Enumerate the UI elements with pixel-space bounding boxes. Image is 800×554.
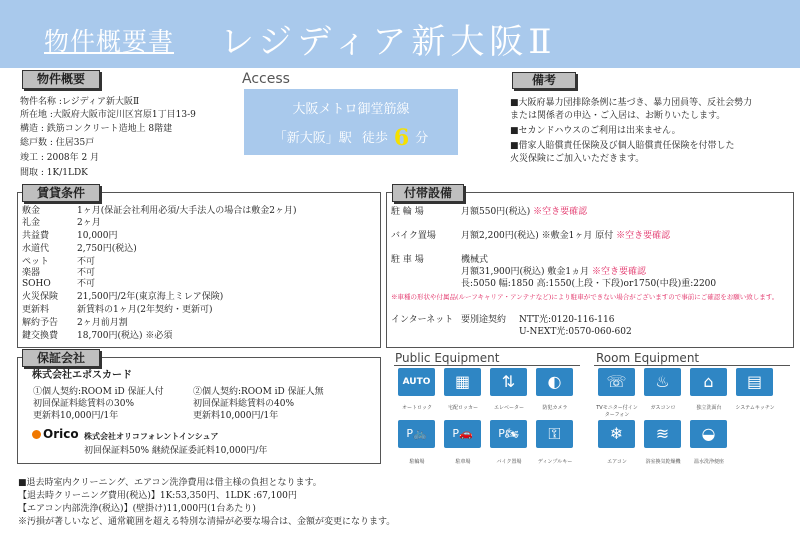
rental-header: 賃貸条件 [22,184,100,202]
plan2-renewal: 更新料10,000円/1年 [193,411,279,421]
car-parking-icon: P🚗 [444,420,481,448]
rental-key: 敷金 [22,206,41,216]
internet-value: 要別途契約 [461,315,507,325]
rental-key: 礼金 [22,218,41,228]
equipment-label: 駐車場 [455,459,471,465]
dimple-key-icon: ⚿ [536,420,573,448]
remarks-text [510,98,795,168]
parking-note: ※空き要確認 [591,267,646,277]
equipment-label: バイク置場 [496,459,522,465]
access-title: Access [242,71,290,87]
rental-value: 21,500円/2年(東京海上ミレア保険) [77,292,224,302]
footer-line: 【退去時クリーニング費用(税込)】1K:53,350円、1LDK :67,100円 [18,491,297,501]
orico-terms: 初回保証料50% 継続保証委託料10,000円/年 [84,446,268,456]
footer-line: ※汚損が著しいなど、通常範囲を超える特別な清掃が必要な場合は、金額が変更になります。 [18,517,396,527]
remarks-line: または関係者の申込・ご入居は、お断りいたします。 [510,111,726,121]
walk-label: 徒歩 [361,131,388,146]
bike-parking-label: 駐 輪 場 [391,207,424,217]
access-station [244,125,458,151]
equipment-label: 防犯カメラ [542,405,568,411]
bath-dryer-icon: ≋ [644,420,681,448]
rental-key: ペット [22,257,50,267]
remarks-header: 備考 [512,72,576,89]
equipment-label: オートロック [402,405,432,411]
parking-value: 月額31,900円(税込) 敷金1ヵ月 [461,267,590,277]
internet-unext: U-NEXT光:0570-060-602 [519,327,632,337]
rental-value: 2ヶ月前月割 [77,318,128,328]
parking-sizes: 長:5050 幅:1850 高:1550(上段・下段)or1750(中段)重:2200 [461,279,717,289]
intercom-icon: ☏ [598,368,635,396]
remarks-line: ■借家人賠償責任保険及び個人賠償責任保険を付帯した [510,141,735,151]
rental-value: 不可 [77,257,96,267]
overview-line: 構造 : 鉄筋コンクリート造地上 8階建 [20,124,173,134]
system-kitchen-icon: ▤ [736,368,773,396]
footer-line: 【エアコン内部洗浄(税込)】(壁掛け)11,000円(1台あたり) [18,504,256,514]
bike-parking-value: 月額550円(税込) [461,207,531,217]
rental-value: 2,750円(税込) [77,244,137,254]
minutes-unit: 分 [415,131,429,146]
rental-key: 楽器 [22,268,41,278]
delivery-locker-icon: ▦ [444,368,481,396]
internet-ntt: NTT光:0120-116-116 [519,315,615,325]
parking-type: 機械式 [461,255,489,265]
overview-list [20,97,240,187]
motorbike-value: 月額2,200円(税込) ※敷金1ヶ月 原付 [461,231,614,241]
plan1-title: ①個人契約:ROOM iD 保証人付 [33,387,164,397]
remarks-line: ■大阪府暴力団排除条例に基づき、暴力団員等、反社会勢力 [510,98,753,108]
rental-value: 1ヶ月(保証会社利用必須/大手法人の場合は敷金2ヶ月) [77,206,297,216]
equipment-label: 温水洗浄便座 [693,459,724,465]
overview-line: 竣工 : 2008年 2 月 [20,153,100,163]
overview-line: 物件名称 :レジディア新大阪Ⅱ [20,97,140,107]
elevator-icon: ⇅ [490,368,527,396]
parking-disclaimer: ※車種の形状や付属品(ルーフキャリア・アンテナなど)により駐車ができない場合がございますので事前にご確認をお願い致します。 [391,293,779,301]
room-equipment-title: Room Equipment [596,351,700,365]
public-equipment-title: Public Equipment [395,351,500,365]
equipment-label: ガスコンロ [650,405,676,411]
room-equipment-grid [596,368,796,472]
rental-key: 水道代 [22,244,50,254]
equipment-label: 独立洗面台 [696,405,722,411]
equipment-label: 宅配ロッカー [448,405,478,411]
equipment-label: TVモニター付インターフォン [596,405,638,418]
washstand-icon: ⌂ [690,368,727,396]
parking-label: 駐 車 場 [391,255,424,265]
internet-label: インターネット [391,315,454,325]
property-title: レジディア新大阪Ⅱ [220,22,557,62]
orico-logo-icon [32,430,41,439]
equipment-label: ディンプルキー [537,459,573,465]
motorbike-note: ※空き要確認 [616,231,671,241]
facilities-header: 付帯設備 [392,184,464,202]
bicycle-parking-icon: P🚲 [398,420,435,448]
overview-line: 所在地 :大阪府大阪市淀川区宮原1丁目13-9 [20,110,196,120]
equipment-label: エアコン [607,459,627,465]
station-name: 「新大阪」駅 [273,131,352,146]
air-conditioner-icon: ❄ [598,420,635,448]
motorbike-parking-icon: P🏍 [490,420,527,448]
rental-table [22,206,372,342]
orico-brand: Orico [43,427,79,441]
rental-value: 2ヶ月 [77,218,101,228]
plan1-rate: 初回保証料総賃料の30% [33,399,135,409]
remarks-line: ■セカンドハウスのご利用は出来ません。 [510,126,681,136]
public-equipment-grid [396,368,576,468]
overview-line: 間取 : 1K/1LDK [20,168,88,178]
plan1-renewal: 更新料10,000円/1年 [33,411,119,421]
rental-key: 解約予告 [22,318,59,328]
rental-key: 共益費 [22,231,50,241]
footer-notes [18,478,788,548]
washlet-icon: ◒ [690,420,727,448]
guarantor-header: 保証会社 [22,349,100,367]
gas-stove-icon: ♨ [644,368,681,396]
equipment-label: 駐輪場 [409,459,425,465]
motorbike-label: バイク置場 [391,231,436,241]
rental-key: 火災保険 [22,292,59,302]
rental-key: 更新料 [22,305,50,315]
overview-header: 物件概要 [22,70,100,89]
auto-lock-icon: AUTO [398,368,435,396]
rental-value: 不可 [77,279,96,289]
plan2-title: ②個人契約:ROOM iD 保証人無 [193,387,324,397]
rental-key: 鍵交換費 [22,331,59,341]
rental-value: 18,700円(税込) ※必須 [77,331,173,341]
rental-value: 不可 [77,268,96,278]
document-type-label: 物件概要書 [44,27,175,56]
remarks-line: 火災保険にご加入いただきます。 [510,154,645,164]
overview-line: 総戸数 : 住居35戸 [20,138,95,148]
rental-value: 10,000円 [77,231,118,241]
access-box [244,89,458,155]
guarantor-company: 株式会社エポスカード [32,370,132,381]
rental-value: 新賃料の1ヶ月(2年契約・更新可) [77,305,213,315]
facilities-list [391,207,789,343]
access-train-line: 大阪メトロ御堂筋線 [292,102,410,117]
equipment-label: 浴室換気乾燥機 [645,459,681,465]
equipment-label: エレベーター [493,405,524,411]
security-camera-icon: ◐ [536,368,573,396]
footer-line: ■退去時室内クリーニング、エアコン洗浄費用は借主様の負担となります。 [18,478,322,488]
walk-minutes: 6 [393,125,410,151]
bike-parking-note: ※空き要確認 [533,207,588,217]
equipment-label: システムキッチン [735,405,775,411]
orico-company: 株式会社オリコフォレントインシュア [84,432,219,441]
plan2-rate: 初回保証料総賃料の40% [193,399,295,409]
rental-key: SOHO [22,279,51,289]
